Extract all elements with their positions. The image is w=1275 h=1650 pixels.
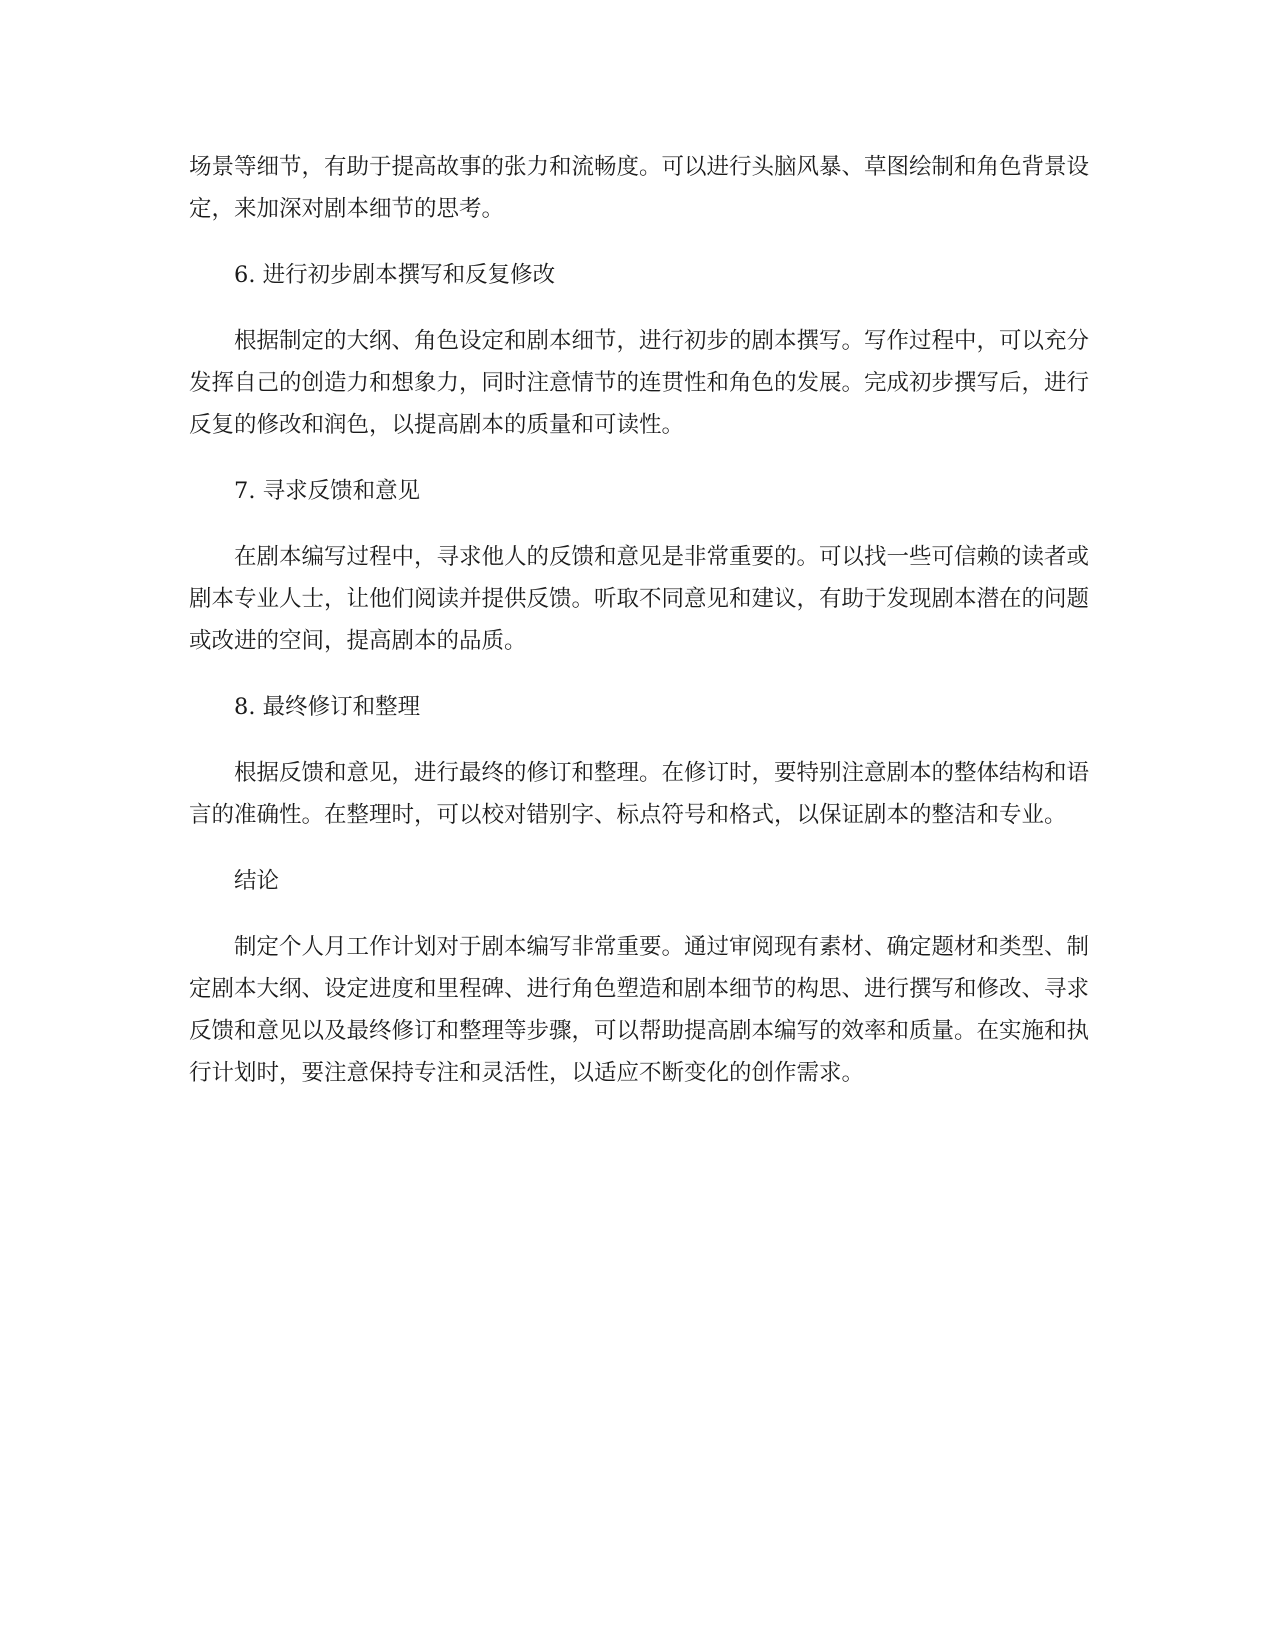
paragraph-section-8: 根据反馈和意见，进行最终的修订和整理。在修订时，要特别注意剧本的整体结构和语言的准确性。在整理时，可以校对错别字、标点符号和格式，以保证剧本的整洁和专业。 xyxy=(189,760,1090,828)
document-body xyxy=(189,146,1089,1118)
section-heading-conclusion: 结论 xyxy=(234,868,280,894)
paragraph-section-7: 在剧本编写过程中，寻求他人的反馈和意见是非常重要的。可以找一些可信赖的读者或剧本专业人士，让他们阅读并提供反馈。听取不同意见和建议，有助于发现剧本潜在的问题或改进的空间，提高剧本的品质。 xyxy=(189,544,1090,654)
paragraph-continued: 场景等细节，有助于提高故事的张力和流畅度。可以进行头脑风暴、草图绘制和角色背景设定，来加深对剧本细节的思考。 xyxy=(189,154,1090,222)
paragraph-section-6: 根据制定的大纲、角色设定和剧本细节，进行初步的剧本撰写。写作过程中，可以充分发挥自己的创造力和想象力，同时注意情节的连贯性和角色的发展。完成初步撰写后，进行反复的修改和润色，以提高剧本的质量和可读性。 xyxy=(189,328,1090,438)
section-heading-6: 6. 进行初步剧本撰写和反复修改 xyxy=(234,262,556,288)
section-heading-7: 7. 寻求反馈和意见 xyxy=(234,478,421,504)
section-heading-8: 8. 最终修订和整理 xyxy=(234,694,421,720)
paragraph-conclusion: 制定个人月工作计划对于剧本编写非常重要。通过审阅现有素材、确定题材和类型、制定剧本大纲、设定进度和里程碑、进行角色塑造和剧本细节的构思、进行撰写和修改、寻求反馈和意见以及最终修订和整理等步骤，可以帮助提高剧本编写的效率和质量。在实施和执行计划时，要注意保持专注和灵活性，以适应不断变化的创作需求。 xyxy=(189,934,1090,1086)
